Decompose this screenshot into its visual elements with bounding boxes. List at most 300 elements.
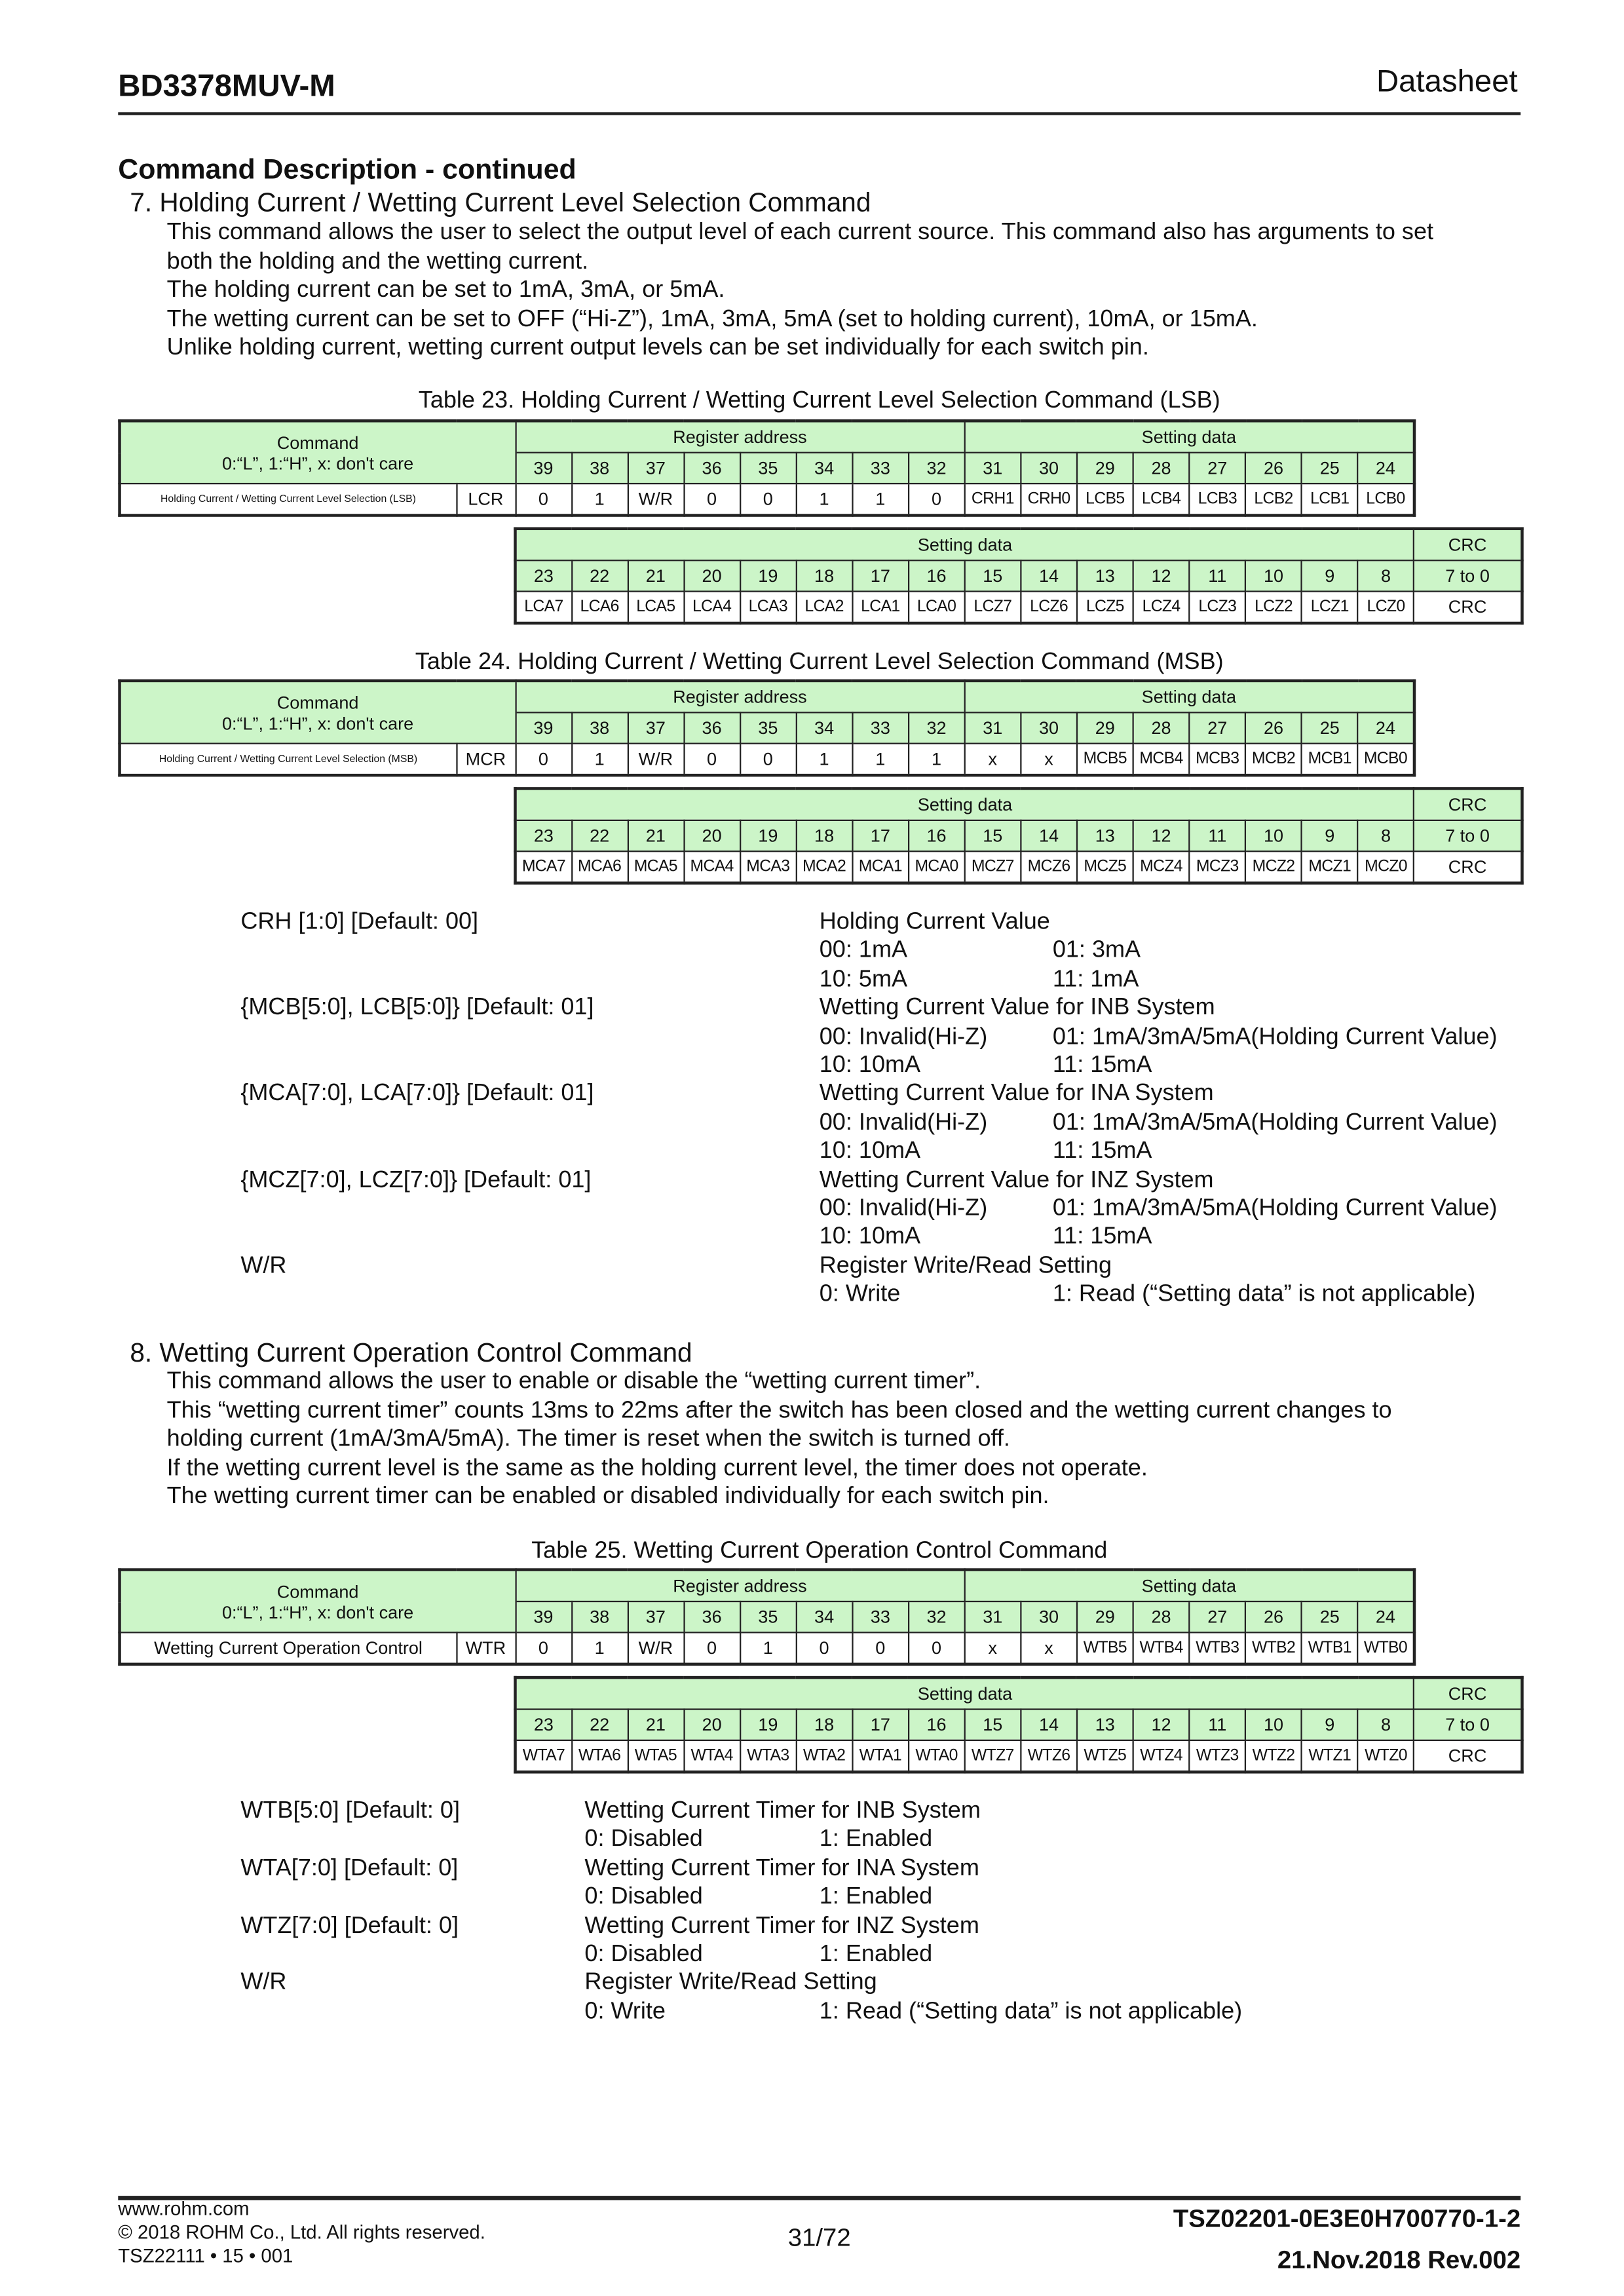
definition-title: Register Write/Read Setting xyxy=(584,1970,877,1996)
bit-value: WTB4 xyxy=(1133,1632,1190,1664)
bit-number: 23 xyxy=(516,820,572,851)
bit-value: MCA6 xyxy=(571,851,628,883)
footer-divider xyxy=(118,2196,1520,2200)
command-note: 0:“L”, 1:“H”, x: don't care xyxy=(221,1601,414,1622)
bit-number: 19 xyxy=(740,560,796,591)
bit-number: 34 xyxy=(796,453,852,484)
command-label: Command xyxy=(276,432,359,453)
bit-value: WTA1 xyxy=(852,1740,909,1772)
command-abbr: WTR xyxy=(456,1632,515,1664)
bit-number: 24 xyxy=(1358,712,1414,743)
bit-number: 23 xyxy=(516,1710,572,1740)
bit-value: LCB0 xyxy=(1358,484,1414,515)
bit-number: 7 to 0 xyxy=(1414,820,1522,851)
bit-number: 11 xyxy=(1189,560,1245,591)
paragraph-line: The holding current can be set to 1mA, 3mA, or 5mA. xyxy=(166,277,725,303)
bit-number: 26 xyxy=(1245,712,1302,743)
bit-value: WTA3 xyxy=(740,1740,796,1772)
bit-value: LCB3 xyxy=(1189,484,1245,515)
definition-option: 1: Enabled xyxy=(819,1942,933,1967)
bit-number: 9 xyxy=(1302,1710,1358,1740)
crc-header: CRC xyxy=(1414,1677,1522,1709)
bit-number: 18 xyxy=(796,560,852,591)
bit-number: 39 xyxy=(516,453,572,484)
bit-number: 33 xyxy=(852,453,909,484)
bit-number: 18 xyxy=(796,1710,852,1740)
bit-number: 31 xyxy=(964,712,1021,743)
bit-value: WTZ6 xyxy=(1021,1740,1077,1772)
bit-number: 13 xyxy=(1077,820,1133,851)
bit-number: 22 xyxy=(571,560,628,591)
bit-value: WTZ1 xyxy=(1302,1740,1358,1772)
bit-number: 12 xyxy=(1133,560,1190,591)
bit-number: 14 xyxy=(1021,560,1077,591)
bit-value: MCA0 xyxy=(909,851,965,883)
bit-number: 19 xyxy=(740,1710,796,1740)
bit-number: 31 xyxy=(964,1601,1021,1632)
definition-option: 10: 5mA xyxy=(819,966,908,992)
bit-value: MCB2 xyxy=(1245,744,1302,775)
bit-number: 24 xyxy=(1358,453,1414,484)
bit-number: 39 xyxy=(516,712,572,743)
definition-option: 00: Invalid(Hi-Z) xyxy=(819,1196,988,1221)
bit-number: 25 xyxy=(1302,712,1358,743)
table23-caption: Table 23. Holding Current / Wetting Current Level Selection Command (LSB) xyxy=(418,388,1220,414)
header-divider xyxy=(118,112,1520,115)
bit-number: 16 xyxy=(909,820,965,851)
bit-value: LCA1 xyxy=(852,592,909,623)
bit-number: 7 to 0 xyxy=(1414,560,1522,591)
table25-caption: Table 25. Wetting Current Operation Control Command xyxy=(531,1539,1108,1564)
bit-number: 15 xyxy=(964,1710,1021,1740)
bit-value: x xyxy=(1021,1632,1077,1664)
bit-number: 16 xyxy=(909,560,965,591)
bit-number: 17 xyxy=(852,820,909,851)
register-table-upper xyxy=(118,679,1415,777)
bit-number: 34 xyxy=(796,1601,852,1632)
bit-number: 10 xyxy=(1245,560,1302,591)
bit-number: 27 xyxy=(1189,712,1245,743)
bit-value: LCZ2 xyxy=(1245,592,1302,623)
definition-option: 11: 1mA xyxy=(1052,966,1139,992)
definition-option: 1: Enabled xyxy=(819,1885,933,1910)
doc-id: TSZ02201-0E3E0H700770-1-2 xyxy=(1173,2204,1521,2233)
bit-number: 38 xyxy=(571,1601,628,1632)
footer-copyright: © 2018 ROHM Co., Ltd. All rights reserved. xyxy=(118,2221,485,2244)
bit-number: 29 xyxy=(1077,712,1133,743)
definition-name: WTA[7:0] [Default: 0] xyxy=(240,1856,459,1881)
bit-number: 26 xyxy=(1245,1601,1302,1632)
register-address-header: Register address xyxy=(516,1570,965,1601)
bit-number: 21 xyxy=(628,560,684,591)
definition-name: CRH [1:0] [Default: 00] xyxy=(240,909,479,935)
bit-number: 28 xyxy=(1133,453,1190,484)
bit-number: 21 xyxy=(628,1710,684,1740)
bit-number: 18 xyxy=(796,820,852,851)
bit-value: WTB1 xyxy=(1302,1632,1358,1664)
definition-option: 00: Invalid(Hi-Z) xyxy=(819,1110,988,1136)
bit-number: 12 xyxy=(1133,820,1190,851)
bit-number: 35 xyxy=(740,1601,796,1632)
bit-value: 0 xyxy=(909,1632,965,1664)
setting-data-header: Setting data xyxy=(516,529,1414,560)
bit-value: MCZ0 xyxy=(1358,851,1414,883)
bit-number: 37 xyxy=(628,1601,684,1632)
bit-value: WTZ2 xyxy=(1245,1740,1302,1772)
bit-value: W/R xyxy=(628,744,684,775)
bit-number: 36 xyxy=(684,1601,740,1632)
bit-number: 14 xyxy=(1021,820,1077,851)
bit-number: 20 xyxy=(684,560,740,591)
setting-data-header: Setting data xyxy=(964,1570,1414,1601)
bit-value: 1 xyxy=(852,744,909,775)
register-address-header: Register address xyxy=(516,681,965,712)
bit-number: 38 xyxy=(571,453,628,484)
bit-value: 1 xyxy=(796,744,852,775)
bit-value: LCZ7 xyxy=(964,592,1021,623)
definition-title: Holding Current Value xyxy=(819,909,1050,935)
paragraph-line: If the wetting current level is the same as the holding current level, the timer does not operate. xyxy=(166,1455,1148,1481)
bit-value: 1 xyxy=(571,1632,628,1664)
bit-number: 26 xyxy=(1245,453,1302,484)
bit-number: 36 xyxy=(684,453,740,484)
bit-value: 1 xyxy=(571,744,628,775)
bit-value: CRC xyxy=(1414,851,1522,883)
paragraph-line: Unlike holding current, wetting current output levels can be set individually for each switch pin. xyxy=(166,335,1149,360)
bit-value: WTZ3 xyxy=(1189,1740,1245,1772)
bit-value: 1 xyxy=(571,484,628,515)
bit-value: MCZ1 xyxy=(1302,851,1358,883)
bit-value: MCB1 xyxy=(1302,744,1358,775)
bit-value: WTZ5 xyxy=(1077,1740,1133,1772)
bit-value: W/R xyxy=(628,484,684,515)
definition-name: {MCB[5:0], LCB[5:0]} [Default: 01] xyxy=(240,995,594,1021)
bit-value: LCA5 xyxy=(628,592,684,623)
bit-value: 1 xyxy=(852,484,909,515)
bit-number: 37 xyxy=(628,712,684,743)
bit-value: 0 xyxy=(909,484,965,515)
bit-value: MCA5 xyxy=(628,851,684,883)
bit-number: 7 to 0 xyxy=(1414,1710,1522,1740)
bit-value: 1 xyxy=(740,1632,796,1664)
bit-number: 39 xyxy=(516,1601,572,1632)
command-header-cell xyxy=(120,421,516,484)
bit-value: MCB3 xyxy=(1189,744,1245,775)
bit-value: LCB1 xyxy=(1302,484,1358,515)
definition-option: 00: 1mA xyxy=(819,938,908,964)
bit-value: 0 xyxy=(684,744,740,775)
definition-option: 01: 1mA/3mA/5mA(Holding Current Value) xyxy=(1052,1024,1498,1050)
definition-option: 01: 3mA xyxy=(1052,938,1141,964)
cmd8-title: 8. Wetting Current Operation Control Command xyxy=(130,1337,692,1368)
bit-value: MCA1 xyxy=(852,851,909,883)
bit-number: 14 xyxy=(1021,1710,1077,1740)
bit-value: WTZ0 xyxy=(1358,1740,1414,1772)
bit-value: WTZ4 xyxy=(1133,1740,1190,1772)
bit-value: MCA4 xyxy=(684,851,740,883)
definition-option: 00: Invalid(Hi-Z) xyxy=(819,1024,988,1050)
bit-number: 15 xyxy=(964,820,1021,851)
bit-number: 38 xyxy=(571,712,628,743)
bit-number: 9 xyxy=(1302,560,1358,591)
command-header-cell xyxy=(120,681,516,744)
bit-number: 32 xyxy=(909,712,965,743)
definition-name: WTB[5:0] [Default: 0] xyxy=(240,1798,460,1824)
setting-data-header: Setting data xyxy=(964,681,1414,712)
bit-number: 8 xyxy=(1358,560,1414,591)
register-table-upper xyxy=(118,419,1415,517)
bit-value: 0 xyxy=(740,484,796,515)
bit-value: W/R xyxy=(628,1632,684,1664)
command-name: Wetting Current Operation Control xyxy=(120,1632,457,1664)
date-revision: 21.Nov.2018 Rev.002 xyxy=(1277,2246,1521,2274)
bit-number: 21 xyxy=(628,820,684,851)
command-header-cell xyxy=(120,1570,516,1633)
bit-value: LCZ6 xyxy=(1021,592,1077,623)
bit-number: 35 xyxy=(740,453,796,484)
bit-value: x xyxy=(964,1632,1021,1664)
bit-value: LCA3 xyxy=(740,592,796,623)
crc-header: CRC xyxy=(1414,788,1522,820)
cmd8-paragraph xyxy=(167,1368,1392,1512)
definition-option: 10: 10mA xyxy=(819,1225,921,1250)
register-address-header: Register address xyxy=(516,421,965,452)
bit-number: 25 xyxy=(1302,453,1358,484)
bit-value: MCZ5 xyxy=(1077,851,1133,883)
definition-title: Wetting Current Value for INB System xyxy=(819,995,1215,1021)
setting-data-header: Setting data xyxy=(964,421,1414,452)
bit-number: 27 xyxy=(1189,1601,1245,1632)
bit-value: MCB4 xyxy=(1133,744,1190,775)
paragraph-line: This command allows the user to select the output level of each current source. This command also has arguments to set xyxy=(166,220,1434,246)
bit-value: 0 xyxy=(516,1632,572,1664)
bit-value: MCZ3 xyxy=(1189,851,1245,883)
command-abbr: LCR xyxy=(456,484,515,515)
bit-number: 36 xyxy=(684,712,740,743)
paragraph-line: both the holding and the wetting current. xyxy=(166,248,589,275)
bit-value: LCA7 xyxy=(516,592,572,623)
bit-number: 16 xyxy=(909,1710,965,1740)
definition-option: 01: 1mA/3mA/5mA(Holding Current Value) xyxy=(1052,1196,1498,1221)
bit-number: 35 xyxy=(740,712,796,743)
register-table-lower xyxy=(514,787,1523,885)
bit-number: 10 xyxy=(1245,1710,1302,1740)
bit-value: LCZ4 xyxy=(1133,592,1190,623)
command-label: Command xyxy=(276,691,359,713)
register-table-upper xyxy=(118,1568,1415,1666)
bit-value: WTA5 xyxy=(628,1740,684,1772)
bit-value: WTB3 xyxy=(1189,1632,1245,1664)
bit-number: 8 xyxy=(1358,1710,1414,1740)
definition-option: 11: 15mA xyxy=(1052,1052,1152,1079)
bit-value: MCB0 xyxy=(1358,744,1414,775)
bit-value: WTA2 xyxy=(796,1740,852,1772)
command-note: 0:“L”, 1:“H”, x: don't care xyxy=(221,712,414,733)
bit-value: WTA4 xyxy=(684,1740,740,1772)
bit-value: WTB0 xyxy=(1358,1632,1414,1664)
bit-value: 0 xyxy=(516,744,572,775)
bit-value: MCZ4 xyxy=(1133,851,1190,883)
command-label: Command xyxy=(276,1580,359,1602)
bit-value: WTB5 xyxy=(1077,1632,1133,1664)
definition-title: Wetting Current Timer for INB System xyxy=(584,1798,981,1824)
bit-number: 13 xyxy=(1077,1710,1133,1740)
bit-value: MCA7 xyxy=(516,851,572,883)
bit-number: 25 xyxy=(1302,1601,1358,1632)
bit-value: 0 xyxy=(740,744,796,775)
definition-option: 1: Read (“Setting data” is not applicable) xyxy=(819,1999,1243,2025)
bit-value: x xyxy=(1021,744,1077,775)
bit-value: LCA4 xyxy=(684,592,740,623)
setting-data-header: Setting data xyxy=(516,1677,1414,1709)
definition-title: Register Write/Read Setting xyxy=(819,1253,1112,1279)
definition-option: 11: 15mA xyxy=(1052,1138,1152,1164)
bit-value: 0 xyxy=(796,1632,852,1664)
bit-number: 20 xyxy=(684,820,740,851)
definition-title: Wetting Current Value for INA System xyxy=(819,1081,1214,1107)
bit-number: 31 xyxy=(964,453,1021,484)
table24-caption: Table 24. Holding Current / Wetting Current Level Selection Command (MSB) xyxy=(415,649,1224,675)
bit-number: 34 xyxy=(796,712,852,743)
paragraph-line: The wetting current timer can be enabled or disabled individually for each switch pin. xyxy=(166,1483,1049,1510)
bit-number: 9 xyxy=(1302,820,1358,851)
bit-value: CRC xyxy=(1414,1740,1522,1772)
bit-value: WTA6 xyxy=(571,1740,628,1772)
bit-number: 19 xyxy=(740,820,796,851)
bit-value: MCZ2 xyxy=(1245,851,1302,883)
bit-number: 17 xyxy=(852,1710,909,1740)
bit-value: MCZ6 xyxy=(1021,851,1077,883)
command-abbr: MCR xyxy=(456,744,515,775)
bit-number: 11 xyxy=(1189,1710,1245,1740)
bit-number: 30 xyxy=(1021,453,1077,484)
bit-number: 32 xyxy=(909,1601,965,1632)
cmd7-title: 7. Holding Current / Wetting Current Level Selection Command xyxy=(130,187,871,218)
definition-option: 0: Disabled xyxy=(584,1827,703,1852)
bit-value: WTA0 xyxy=(909,1740,965,1772)
bit-value: WTB2 xyxy=(1245,1632,1302,1664)
bit-value: LCZ3 xyxy=(1189,592,1245,623)
bit-value: WTA7 xyxy=(516,1740,572,1772)
bit-number: 10 xyxy=(1245,820,1302,851)
bit-value: LCA2 xyxy=(796,592,852,623)
definition-name: {MCZ[7:0], LCZ[7:0]} [Default: 01] xyxy=(240,1167,592,1193)
command-name: Holding Current / Wetting Current Level Selection (MSB) xyxy=(120,744,457,775)
bit-number: 37 xyxy=(628,453,684,484)
definition-option: 0: Disabled xyxy=(584,1942,703,1967)
bit-number: 13 xyxy=(1077,560,1133,591)
definition-option: 0: Disabled xyxy=(584,1885,703,1910)
bit-number: 33 xyxy=(852,712,909,743)
definition-name: W/R xyxy=(240,1253,287,1279)
bit-value: LCZ1 xyxy=(1302,592,1358,623)
bit-value: LCZ0 xyxy=(1358,592,1414,623)
bit-value: WTZ7 xyxy=(964,1740,1021,1772)
register-table-lower xyxy=(514,527,1523,625)
bit-number: 29 xyxy=(1077,453,1133,484)
paragraph-line: holding current (1mA/3mA/5mA). The timer is reset when the switch is turned off. xyxy=(166,1426,1010,1452)
definition-title: Wetting Current Timer for INZ System xyxy=(584,1913,979,1939)
bit-value: 0 xyxy=(684,484,740,515)
bit-number: 28 xyxy=(1133,712,1190,743)
section-title: Command Description - continued xyxy=(118,155,576,186)
part-number: BD3378MUV-M xyxy=(118,69,335,104)
bit-value: 0 xyxy=(516,484,572,515)
register-table-lower xyxy=(514,1676,1523,1774)
definition-option: 1: Enabled xyxy=(819,1827,933,1852)
bit-value: CRC xyxy=(1414,592,1522,623)
bit-number: 12 xyxy=(1133,1710,1190,1740)
bit-value: LCA0 xyxy=(909,592,965,623)
definition-title: Wetting Current Timer for INA System xyxy=(584,1856,979,1881)
bit-value: LCB2 xyxy=(1245,484,1302,515)
paragraph-line: This “wetting current timer” counts 13ms to 22ms after the switch has been closed and the wetting current changes to xyxy=(166,1398,1392,1423)
bit-number: 8 xyxy=(1358,820,1414,851)
command-note: 0:“L”, 1:“H”, x: don't care xyxy=(221,452,414,474)
bit-number: 23 xyxy=(516,560,572,591)
paragraph-line: This command allows the user to enable or disable the “wetting current timer”. xyxy=(166,1369,981,1394)
bit-number: 30 xyxy=(1021,1601,1077,1632)
definition-option: 11: 15mA xyxy=(1052,1225,1152,1250)
definition-option: 0: Write xyxy=(584,1999,666,2025)
bit-number: 30 xyxy=(1021,712,1077,743)
bit-number: 11 xyxy=(1189,820,1245,851)
bit-number: 17 xyxy=(852,560,909,591)
doc-type: Datasheet xyxy=(1376,65,1518,99)
setting-data-header: Setting data xyxy=(516,788,1414,820)
bit-value: MCA2 xyxy=(796,851,852,883)
bit-number: 15 xyxy=(964,560,1021,591)
bit-value: LCA6 xyxy=(571,592,628,623)
command-name: Holding Current / Wetting Current Level Selection (LSB) xyxy=(120,484,457,515)
bit-number: 22 xyxy=(571,1710,628,1740)
bit-value: MCA3 xyxy=(740,851,796,883)
paragraph-line: The wetting current can be set to OFF (“Hi-Z”), 1mA, 3mA, 5mA (set to holding current), 10mA, or 15mA. xyxy=(166,306,1258,332)
bit-value: MCZ7 xyxy=(964,851,1021,883)
cmd7-paragraph xyxy=(167,219,1433,363)
definition-title: Wetting Current Value for INZ System xyxy=(819,1167,1214,1193)
bit-number: 27 xyxy=(1189,453,1245,484)
definition-option: 1: Read (“Setting data” is not applicable) xyxy=(1052,1282,1476,1307)
footer-url[interactable]: www.rohm.com xyxy=(118,2197,250,2220)
bit-number: 28 xyxy=(1133,1601,1190,1632)
bit-value: LCB4 xyxy=(1133,484,1190,515)
bit-value: x xyxy=(964,744,1021,775)
bit-number: 24 xyxy=(1358,1601,1414,1632)
bit-number: 20 xyxy=(684,1710,740,1740)
bit-value: 1 xyxy=(909,744,965,775)
bit-value: MCB5 xyxy=(1077,744,1133,775)
definition-option: 10: 10mA xyxy=(819,1138,921,1164)
definition-name: WTZ[7:0] [Default: 0] xyxy=(240,1913,459,1939)
definition-name: {MCA[7:0], LCA[7:0]} [Default: 01] xyxy=(240,1081,594,1107)
bit-value: 0 xyxy=(684,1632,740,1664)
bit-number: 29 xyxy=(1077,1601,1133,1632)
bit-value: LCB5 xyxy=(1077,484,1133,515)
page-number: 31/72 xyxy=(787,2223,851,2252)
definition-option: 10: 10mA xyxy=(819,1052,921,1079)
definition-option: 0: Write xyxy=(819,1282,901,1307)
bit-number: 32 xyxy=(909,453,965,484)
bit-value: CRH0 xyxy=(1021,484,1077,515)
bit-value: 1 xyxy=(796,484,852,515)
definition-option: 01: 1mA/3mA/5mA(Holding Current Value) xyxy=(1052,1110,1498,1136)
bit-value: 0 xyxy=(852,1632,909,1664)
footer-code: TSZ22111 • 15 • 001 xyxy=(118,2244,293,2267)
bit-value: CRH1 xyxy=(964,484,1021,515)
bit-number: 22 xyxy=(571,820,628,851)
bit-value: LCZ5 xyxy=(1077,592,1133,623)
